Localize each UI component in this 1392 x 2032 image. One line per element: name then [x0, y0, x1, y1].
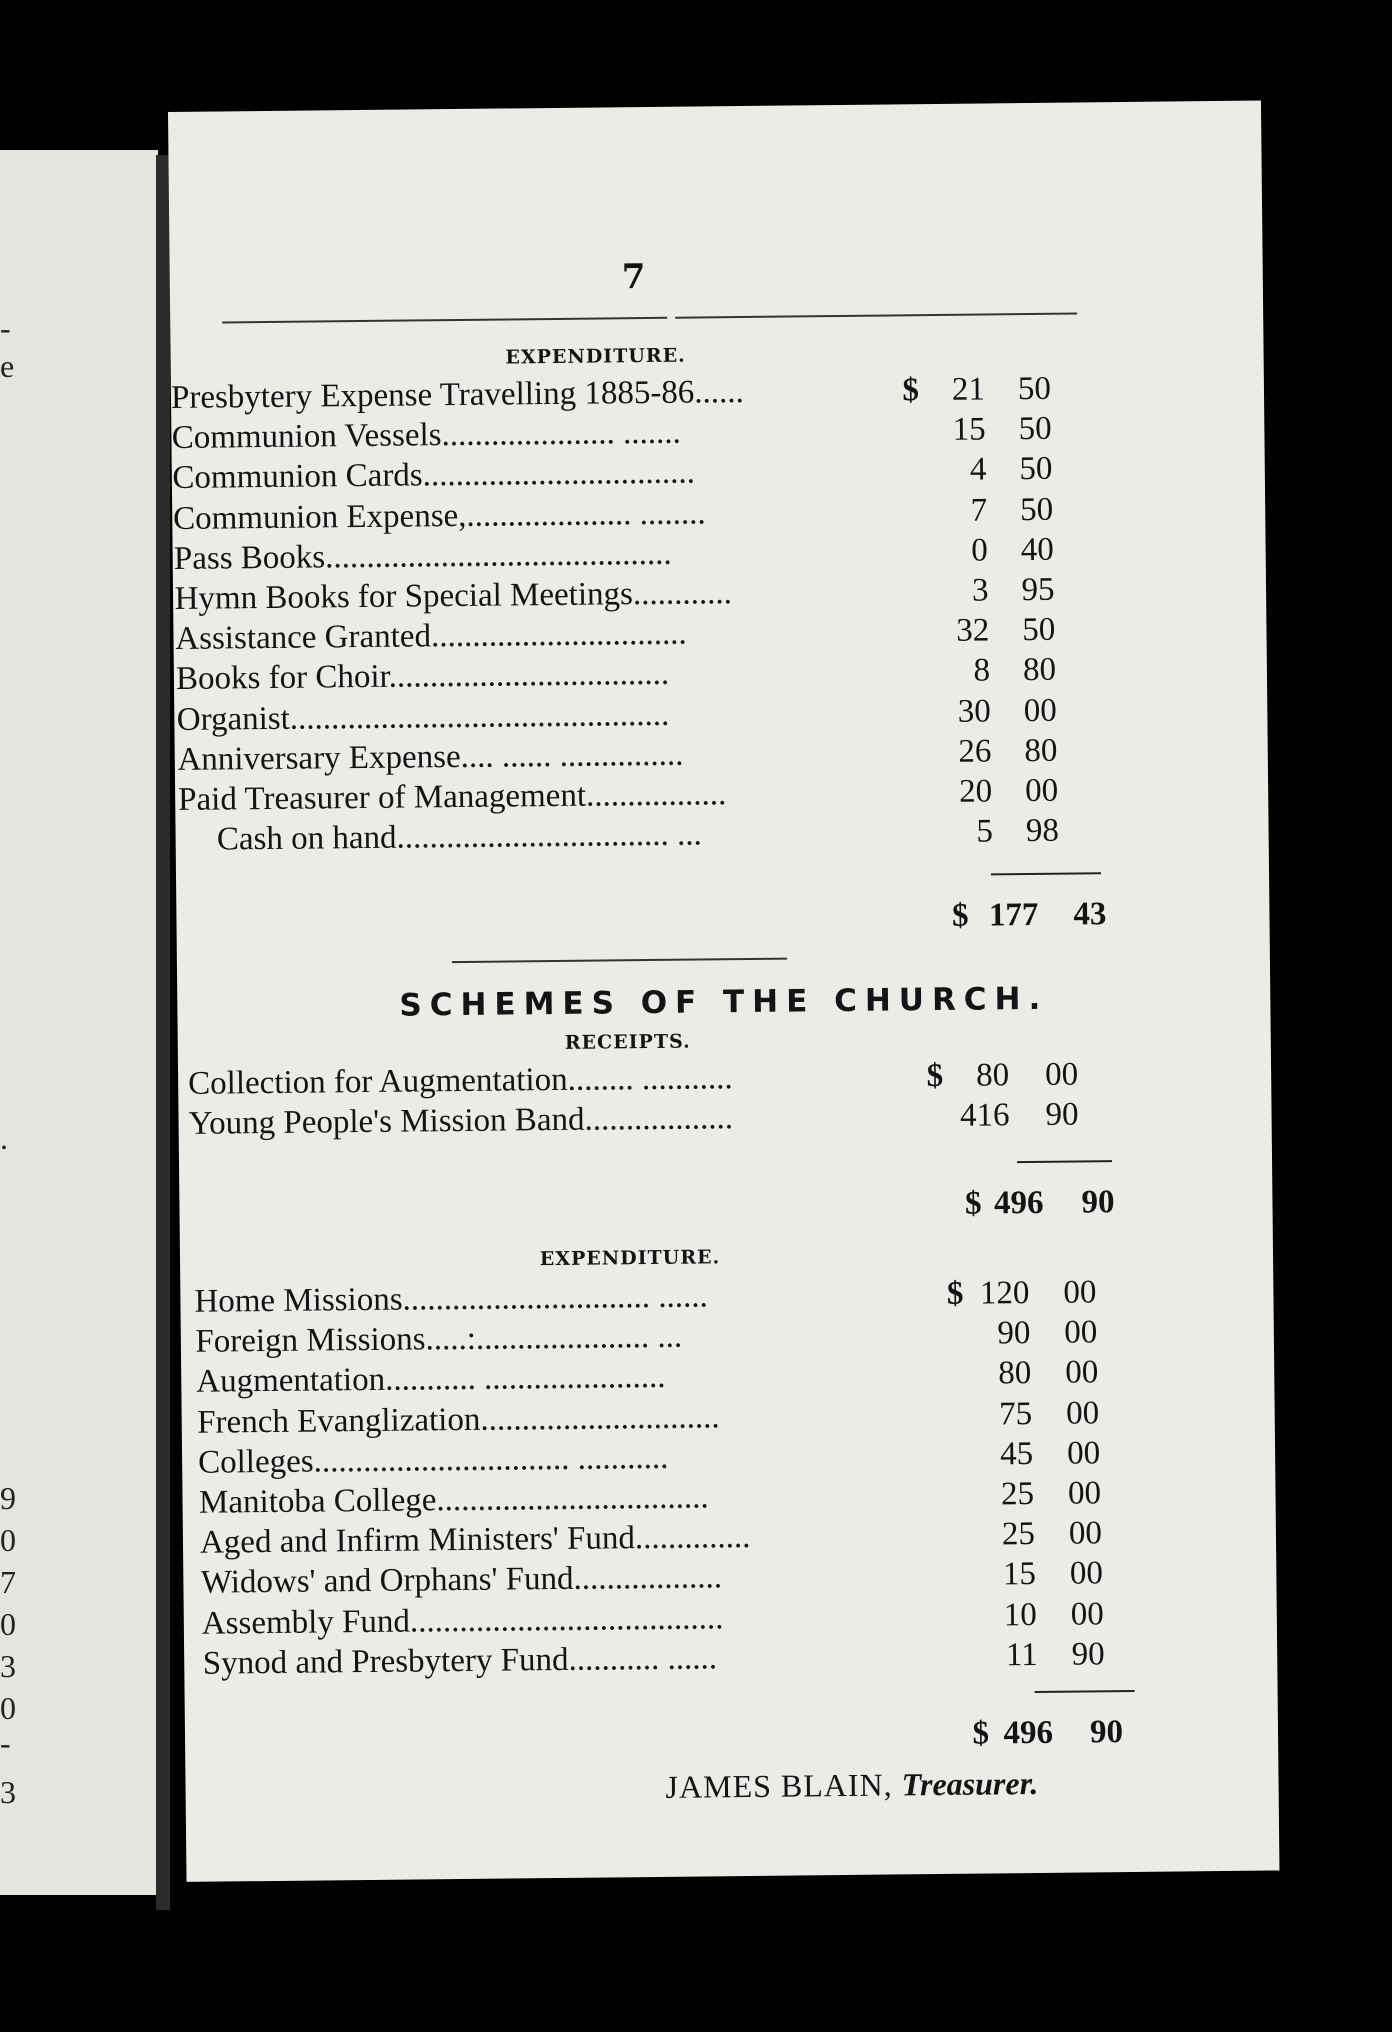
receipts-heading: RECEIPTS.	[564, 1030, 691, 1054]
total-cents: 90	[1089, 1714, 1124, 1751]
row-amount-cents: 40	[1020, 531, 1055, 568]
row-label: Communion Vessels..................... .......	[171, 414, 681, 457]
row-amount-dollars: 11	[1005, 1636, 1038, 1674]
row-amount-dollars: 416	[959, 1097, 1010, 1134]
schemes-title: SCHEMES OF THE CHURCH.	[399, 980, 1049, 1024]
row-amount-cents: 50	[1022, 611, 1056, 649]
total-rule	[991, 872, 1101, 875]
row-dollar-sign: $	[926, 1057, 944, 1095]
row-amount-dollars: 25	[1001, 1516, 1036, 1553]
total-whole: 177	[988, 896, 1039, 934]
margin-fragment: 0	[0, 1690, 16, 1726]
expenditure-total	[176, 894, 1106, 944]
margin-fragment: -	[0, 310, 11, 346]
total-whole: 496	[1003, 1714, 1054, 1752]
total-rule	[1017, 1160, 1112, 1163]
ledger-row	[188, 1094, 1108, 1144]
row-label: Home Missions.............................. ......	[194, 1278, 708, 1320]
row-label: Communion Expense,.................... ........	[172, 494, 706, 537]
row-amount-cents: 00	[1065, 1354, 1099, 1392]
row-amount-dollars: 45	[999, 1435, 1034, 1473]
row-label: Assistance Granted...............................	[175, 615, 687, 658]
row-dollar-sign: $	[946, 1275, 964, 1312]
row-amount-dollars: 10	[1003, 1596, 1037, 1633]
row-amount-cents: 00	[1024, 772, 1059, 810]
row-amount-dollars: 25	[1000, 1476, 1035, 1513]
ledger-page	[168, 101, 1279, 1882]
row-amount-dollars: 32	[956, 612, 990, 649]
treasurer-title: Treasurer.	[901, 1764, 1039, 1803]
total-dollar-sign: $	[972, 1715, 990, 1752]
total-dollar-sign: $	[951, 897, 969, 934]
row-amount-cents: 50	[1017, 370, 1052, 408]
row-amount-dollars: 7	[970, 492, 988, 529]
treasurer-signature	[665, 1765, 1038, 1806]
row-amount-cents: 95	[1021, 571, 1055, 609]
row-amount-dollars: 21	[951, 371, 986, 408]
row-amount-cents: 00	[1070, 1595, 1104, 1633]
row-label: Widows' and Orphans' Fund..................	[200, 1559, 723, 1602]
ledger-row	[203, 1634, 1133, 1684]
row-label: Collection for Augmentation........ ...........	[187, 1060, 733, 1102]
row-label: Presbytery Expense Travelling 1885-86......	[170, 373, 745, 416]
row-label: Books for Choir..................................	[175, 656, 670, 698]
row-amount-dollars: 80	[998, 1355, 1032, 1392]
row-label: Young People's Mission Band..................	[188, 1100, 734, 1142]
row-label: Foreign Missions.....:..................... ...	[195, 1318, 683, 1360]
row-amount-dollars: 26	[958, 733, 992, 770]
row-amount-dollars: 75	[998, 1395, 1033, 1432]
row-amount-cents: 00	[1065, 1394, 1100, 1432]
facing-page-edge	[0, 150, 158, 1895]
row-amount-dollars: 15	[1002, 1556, 1037, 1593]
total-rule	[1035, 1690, 1135, 1693]
row-amount-cents: 80	[1022, 652, 1057, 689]
treasurer-name: JAMES BLAIN,	[665, 1766, 893, 1805]
row-label: Pass Books..........................................	[173, 535, 672, 577]
row-amount-dollars: 80	[975, 1057, 1010, 1094]
row-label: Augmentation........... ......................	[196, 1359, 666, 1401]
row-label: Colleges............................... ...........	[197, 1439, 669, 1481]
row-label: French Evanglization.............................	[197, 1398, 720, 1441]
row-label: Manitoba College.................................	[198, 1479, 709, 1521]
total-whole: 496	[993, 1184, 1044, 1222]
schemes-expenditure-total	[185, 1712, 1145, 1762]
margin-fragment: .	[0, 1120, 8, 1156]
row-label: Communion Cards.................................	[172, 454, 696, 497]
header-rule	[222, 317, 667, 324]
row-label: Anniversary Expense.... ...... ...............	[177, 736, 684, 778]
row-amount-cents: 50	[1019, 451, 1053, 488]
row-amount-cents: 00	[1069, 1555, 1104, 1593]
row-amount-dollars: 15	[952, 411, 986, 448]
row-amount-cents: 00	[1023, 692, 1057, 729]
page-number: 7	[621, 257, 646, 298]
row-amount-dollars: 5	[976, 813, 994, 850]
row-amount-dollars: 0	[971, 532, 989, 569]
row-amount-dollars: 8	[973, 652, 991, 689]
margin-fragment: e	[0, 348, 15, 384]
row-label: Paid Treasurer of Management.................	[178, 776, 727, 818]
row-amount-cents: 00	[1067, 1475, 1102, 1512]
row-amount-cents: 00	[1064, 1314, 1098, 1351]
row-amount-dollars: 30	[957, 693, 991, 730]
section-rule	[452, 958, 787, 964]
row-amount-cents: 50	[1018, 410, 1052, 448]
row-label: Cash on hand................................. ...	[216, 816, 702, 858]
row-amount-cents: 98	[1025, 812, 1060, 850]
schemes-expenditure-heading: EXPENDITURE.	[539, 1246, 721, 1271]
row-amount-dollars: 4	[969, 451, 987, 489]
total-dollar-sign: $	[964, 1185, 982, 1222]
book-spine	[156, 155, 170, 1910]
receipts-total	[179, 1182, 1119, 1232]
margin-fragment: 3	[0, 1648, 16, 1684]
total-cents: 43	[1073, 896, 1107, 933]
row-amount-cents: 80	[1024, 732, 1058, 769]
row-amount-cents: 00	[1044, 1056, 1079, 1093]
row-amount-dollars: 3	[971, 572, 989, 609]
margin-fragment: 7	[0, 1564, 16, 1600]
row-amount-dollars: 90	[997, 1315, 1031, 1352]
row-amount-dollars: 120	[979, 1275, 1030, 1312]
row-label: Assembly Fund......................................	[201, 1599, 724, 1642]
margin-fragment: -	[0, 1725, 11, 1761]
margin-fragment: 9	[0, 1480, 16, 1516]
row-amount-cents: 00	[1068, 1515, 1103, 1552]
row-amount-cents: 50	[1019, 491, 1054, 528]
row-label: Hymn Books for Special Meetings............	[174, 575, 733, 617]
row-amount-dollars: 20	[958, 773, 993, 810]
ledger-row	[179, 810, 1099, 860]
row-amount-cents: 00	[1063, 1274, 1097, 1311]
margin-fragment: 0	[0, 1522, 16, 1558]
expenditure-heading: EXPENDITURE.	[505, 344, 686, 369]
margin-fragment: 0	[0, 1606, 16, 1642]
row-dollar-sign: $	[902, 372, 920, 409]
row-label: Organist..............................................	[176, 696, 670, 738]
row-label: Synod and Presbytery Fund........... ......	[202, 1640, 718, 1682]
row-amount-cents: 90	[1045, 1096, 1079, 1133]
margin-fragment: 3	[0, 1774, 16, 1810]
row-amount-cents: 90	[1071, 1636, 1105, 1673]
row-amount-cents: 00	[1066, 1435, 1101, 1472]
row-label: Aged and Infirm Ministers' Fund..............	[199, 1519, 751, 1561]
total-cents: 90	[1081, 1184, 1115, 1221]
header-rule	[675, 312, 1077, 318]
